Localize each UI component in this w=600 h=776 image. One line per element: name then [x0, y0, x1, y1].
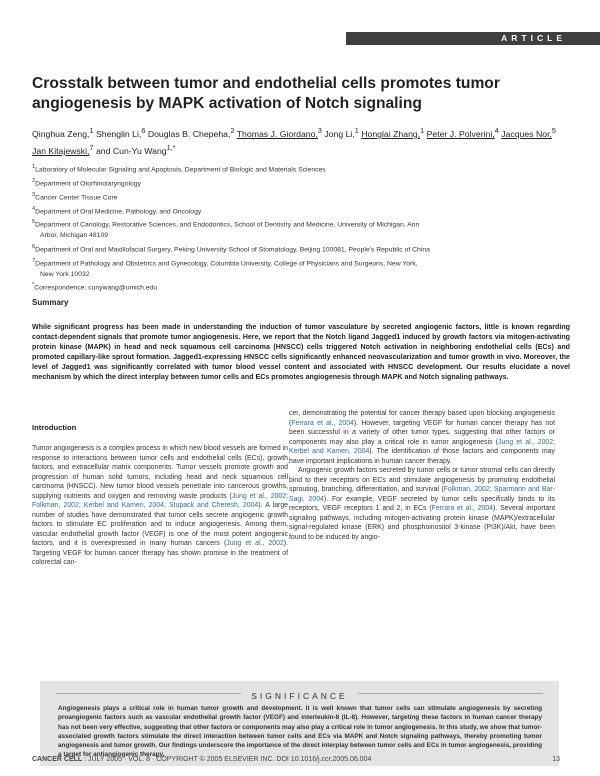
affiliation-item: $^2$Department of Otorhinolaryngology: [32, 177, 141, 188]
introduction-heading: Introduction: [32, 423, 77, 432]
affiliation-marker: 1: [32, 164, 36, 170]
paragraph-text: ). Several important signaling pathways, including mitogen-activating protein kinase (MAPK)/extracellular signal-regulated kinase (ERK) and phosphoinositol 3-kinase (PI3K)/Akt, have been found to be induced by angio-: [289, 505, 555, 541]
author-name: Jan Kitajewski,: [32, 145, 90, 156]
citation-link[interactable]: Jung et al., 2002; Kerbel and Kamen, 2004: [289, 438, 555, 455]
citation-link[interactable]: Jung et al., 2002: [226, 540, 284, 547]
author-affiliation-marker: 1,*: [166, 142, 176, 152]
body-paragraph: [289, 466, 555, 542]
author-name: Honglai Zhang,: [361, 128, 421, 139]
author-affiliation-marker: 1: [89, 126, 94, 135]
citation-link[interactable]: Ferrara et al., 2004: [291, 419, 354, 427]
article-label: ARTICLE: [501, 33, 566, 43]
author-name: Thomas J. Giordano,: [236, 128, 318, 139]
article-type-banner: [346, 32, 600, 45]
paper-title: Crosstalk between tumor and endothelial cells promotes tumor angiogenesis by MAPK activation of Notch signaling: [32, 75, 500, 112]
body-paragraph: [32, 444, 288, 568]
author-name: Qinghua Zeng,: [32, 128, 90, 139]
author-affiliation-marker: 1: [354, 126, 359, 135]
affiliation-marker: 3: [32, 191, 36, 198]
citation-details: : JULY 2005 · VOL. 8 · COPYRIGHT © 2005 ELSEVIER INC. DOI 10.1016/j.ccr.2005.06.004: [82, 756, 372, 763]
significance-box: [40, 681, 559, 766]
affiliation-continuation: New York 10032: [40, 270, 90, 278]
summary-text: While significant progress has been made in understanding the induction of tumor vasculature by secreted angiogenic factors, little is known regarding contact-dependent signals that promote tumor angiogenesis. Here, we report that the Notch ligand Jagged1 induced by growth factors via mitogen-activating protein kinase (MAPK) in head and neck squamous cell carcinoma (HNSCC) cells triggered Notch activation in neighboring endothelial cells (ECs) and promoted capillary-like sprout formation. Jagged1-expressing HNSCC cells significantly enhanced neovascularization and tumor growth in vivo. Moreover, the level of Jagged1 was significantly correlated with tumor blood vessel content and associated with HNSCC development. Our results elucidate a novel mechanism by which the direct interplay between tumor cells and ECs promotes angiogenesis through MAPK and Notch signaling pathways.: [32, 323, 570, 381]
affiliation-item: $^7$Department of Pathology and Obstetrics and Gynecology, Columbia University, College of Physicians and Surgeons, New York,: [32, 257, 418, 268]
body-paragraph: [289, 409, 555, 466]
citation-link[interactable]: Jung et al., 2002; Folkman, 2002; Kerbel and Kamen, 2004; Stupack and Cheresh, 2004: [32, 492, 288, 509]
affiliation-item: *Correspondence: cunywang@umich.edu: [32, 282, 158, 292]
introduction-left-column: [32, 444, 288, 568]
affiliation-marker: 2: [32, 177, 36, 184]
author-name: Douglas B. Chepeha,: [147, 128, 231, 139]
author-affiliation-marker: 6: [141, 126, 146, 135]
paragraph-text: ). For example, VEGF secreted by tumor cells specifically binds to its receptors, VEGF receptors 1 and 2, in ECs (: [289, 495, 556, 512]
author-affiliation-marker: 1: [420, 126, 425, 135]
author-name: Jacques Nor,: [501, 128, 552, 139]
affiliation-continuation: Arbor, Michigan 48109: [40, 232, 109, 240]
paragraph-text: Angiogenic growth factors secreted by tumor cells or tumor stromal cells can directly bind to their receptors on ECs and stimulate angiogenesis by promoting endothelial sprouting, branching, differentiation, and survival (: [289, 467, 555, 493]
summary-heading: Summary: [32, 298, 69, 307]
author-affiliation-marker: 4: [494, 126, 499, 135]
affiliation-item: $^6$Department of Oral and Maxillofacial Surgery, Peking University School of Stomatology, Beijing 100081, People's Republic of China: [32, 243, 430, 254]
affiliation-list: [32, 162, 572, 294]
significance-text: Angiogenesis plays a critical role in human tumor growth and development. It is well known that tumor cells can stimulate angiogenesis by secreting proangiogenic factors such as vascular endothelial growth factor (VEGF) and interleukin-8 (IL-8). However, targeting these factors in human cancer therapy has not been very effective, suggesting that other factors or components may also play a critical role in tumor angiogenesis. In this study, we show that tumor-associated growth factors stimulate the direct interaction between tumor cells and ECs via MAPK and Notch signaling pathways, thereby promoting tumor angiogenesis and tumor growth. Our findings underscore the importance of the direct interplay between tumor cells and ECs in tumor angiogenesis, providing a target for antiangiogenic therapy.: [58, 705, 542, 759]
author-name: Jong Li,: [324, 128, 355, 139]
affiliation-item: $^1$Laboratory of Molecular Signaling and Apoptosis, Department of Biologic and Materials Sciences: [32, 164, 326, 174]
page-footer: [32, 756, 560, 763]
page-number: 13: [552, 756, 560, 763]
author-affiliation-marker: 2: [230, 126, 235, 135]
affiliation-item: $^3$Cancer Center Tissue Core: [32, 191, 118, 201]
paragraph-text: cer, demonstrating the potential for cancer therapy based upon blocking angiogenesis (: [289, 410, 555, 427]
paragraph-text: ). Targeting VEGF for human cancer therapy has shown promise in the treatment of colorectal can-: [32, 540, 288, 566]
affiliation-marker: *: [32, 282, 35, 289]
paragraph-text: ). However, targeting VEGF for human cancer therapy has not been successful in a variety of other tumor types, suggesting that other factors or components may also play a critical role in tumor angiogenesis (: [289, 419, 555, 446]
affiliation-marker: 6: [32, 243, 36, 250]
affiliation-marker: 4: [32, 205, 36, 212]
author-name: Shenglin Li,: [95, 128, 142, 139]
citation-link[interactable]: Ferrara et al., 2004: [431, 505, 494, 512]
paragraph-text: ). The identification of those factors and components may have important implications in human cancer therapy.: [289, 448, 555, 465]
paragraph-text: ). A large number of studies have demonstrated that tumor cells secrete angiogenic growth factors to stimulate EC proliferation and to induce angiogenesis. Among them, vascular endothelial growth factor (VEGF) is one of the most potent angiogenic factors, and it is overexpressed in many human cancers (: [32, 502, 288, 547]
author-affiliation-marker: 3: [317, 126, 322, 135]
author-name: and Cun-Yu Wang: [95, 145, 167, 156]
journal-name: CANCER CELL: [32, 756, 83, 763]
author-name: Peter J. Polverini,: [426, 128, 495, 139]
significance-heading: SIGNIFICANCE: [241, 691, 357, 701]
affiliation-item: $^4$Department of Oral Medicine, Pathology, and Oncology: [32, 205, 202, 215]
citation-link[interactable]: Folkman, 2002; Sparmann and Bar-Sagi, 2004: [289, 486, 556, 503]
affiliation-marker: 5: [32, 219, 36, 226]
author-list: [32, 124, 572, 158]
paragraph-text: Tumor angiogenesis is a complex process in which new blood vessels are formed in response to interactions between tumor cells and endothelial cells (ECs), growth factors, and extracellular matrix components. Tumor vessels promote growth and progression of human solid tumors, including head and neck squamous cell carcinoma (HNSCC). New tumor blood vessels penetrate into cancerous growths, supplying nutrients and oxygen and removing waste products (: [32, 445, 288, 500]
affiliation-item: $^5$Department of Cariology, Restorative Sciences, and Endodontics, School of Dentistry and Medicine, University of Michigan, Ann: [32, 219, 420, 229]
introduction-right-column: [289, 409, 555, 542]
author-affiliation-marker: 7: [89, 142, 94, 152]
affiliation-marker: 7: [32, 257, 36, 264]
author-affiliation-marker: 5: [551, 126, 556, 135]
